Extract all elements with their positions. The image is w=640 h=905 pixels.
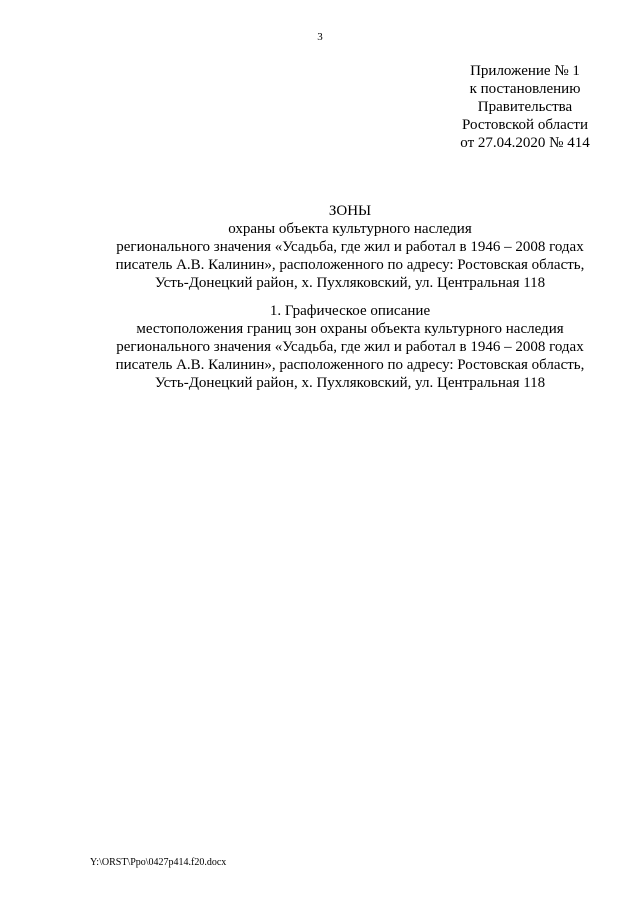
appendix-line: Правительства — [477, 99, 573, 115]
appendix-line: Ростовской области — [462, 117, 588, 133]
page-number: 3 — [317, 31, 323, 43]
zones-line: охраны объекта культурного наследия — [228, 221, 472, 237]
graphic-description-line: Усть-Донецкий район, х. Пухляковский, ул. Центральная 118 — [154, 375, 546, 391]
appendix-line: к постановлению — [469, 81, 581, 97]
graphic-description-line: регионального значения «Усадьба, где жил и работал в 1946 – 2008 годах — [116, 339, 584, 355]
zones-title: ЗОНЫ — [328, 203, 372, 219]
zones-line: Усть-Донецкий район, х. Пухляковский, ул. Центральная 118 — [154, 275, 546, 291]
zones-line: регионального значения «Усадьба, где жил и работал в 1946 – 2008 годах — [116, 239, 584, 255]
appendix-reference — [430, 62, 620, 152]
appendix-line: от 27.04.2020 № 414 — [460, 135, 590, 151]
graphic-description-line: писатель А.В. Калинин», расположенного по адресу: Ростовская область, — [115, 357, 585, 373]
graphic-description-line: местоположения границ зон охраны объекта культурного наследия — [136, 321, 564, 337]
graphic-description-title: 1. Графическое описание — [269, 303, 431, 319]
zones-line: писатель А.В. Калинин», расположенного по адресу: Ростовская область, — [115, 257, 585, 273]
zones-heading — [60, 202, 640, 292]
graphic-description-section — [60, 302, 640, 392]
footer-file-path: Y:\ORST\Ppo\0427p414.f20.docx — [90, 857, 227, 868]
appendix-line: Приложение № 1 — [470, 63, 580, 79]
